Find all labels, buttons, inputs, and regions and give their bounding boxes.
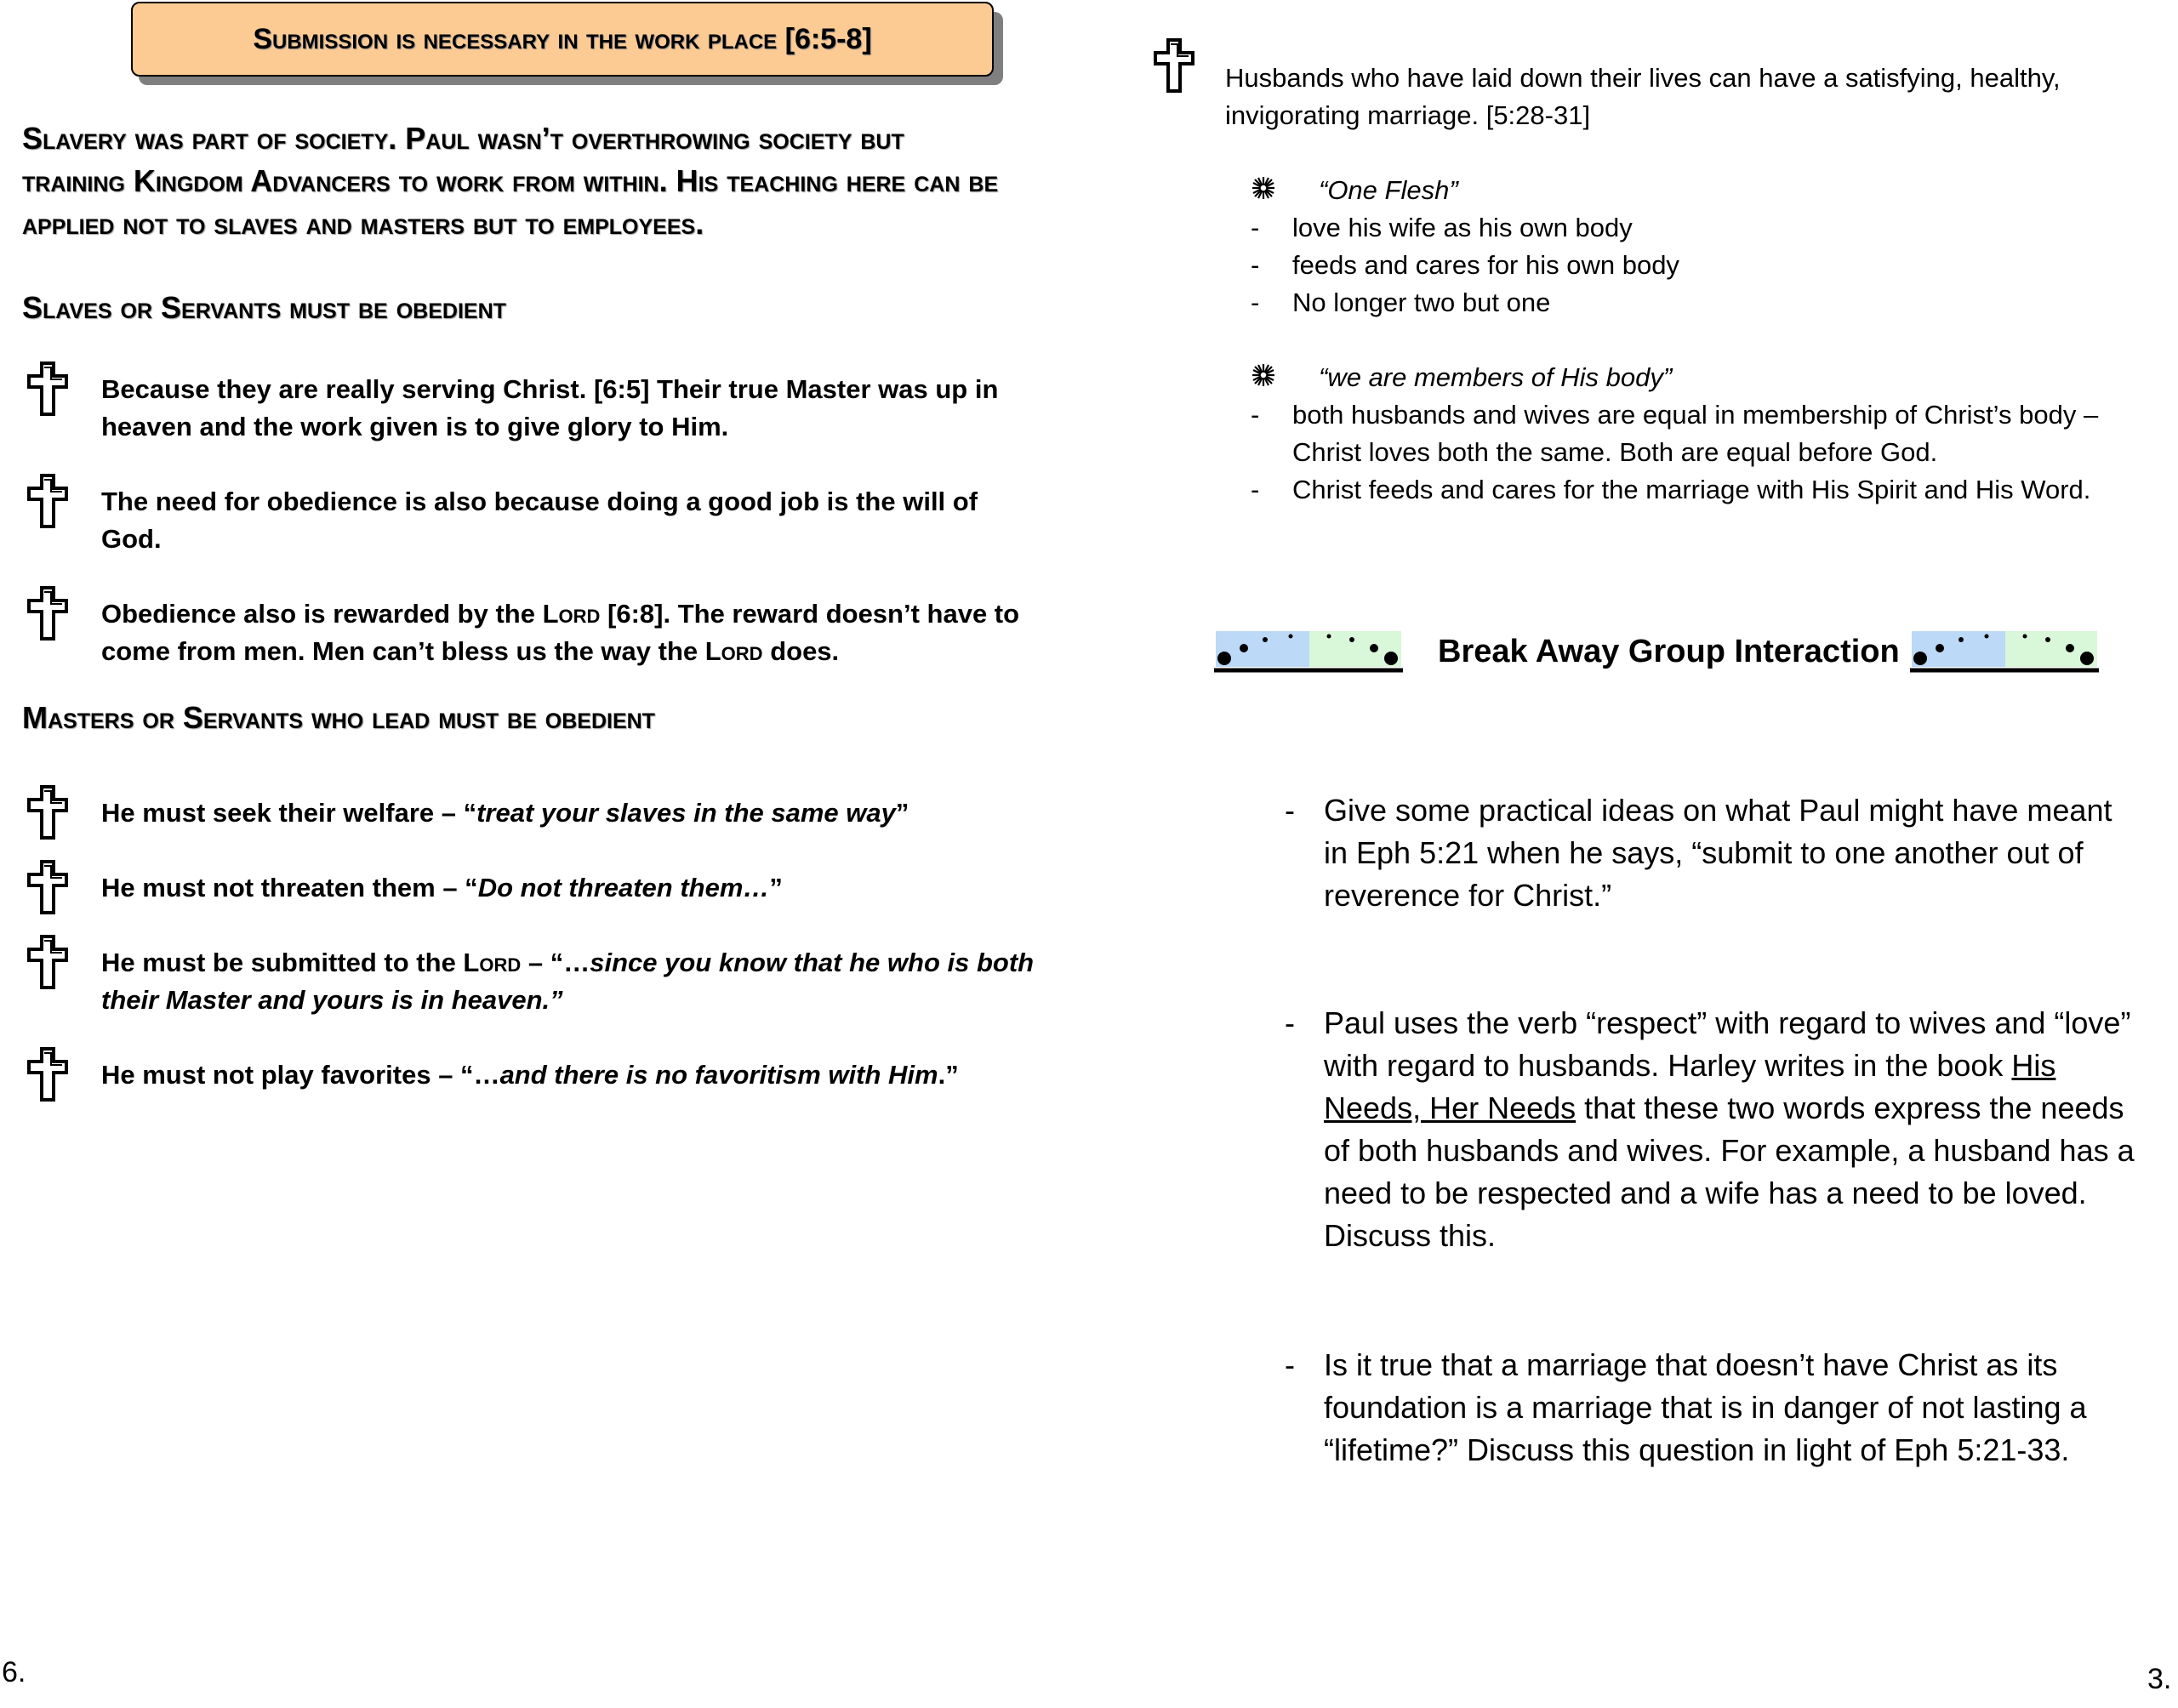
list-item <box>22 483 1043 558</box>
cross-icon <box>22 361 73 417</box>
marriage-paragraph: Husbands who have laid down their lives can have a satisfying, healthy, invigorating marriage. [5:28-31] <box>1225 63 2061 130</box>
list-item <box>22 944 1043 1019</box>
list-item <box>22 794 1043 832</box>
lord-smallcaps: Lord <box>542 599 601 629</box>
cross-icon <box>22 934 73 990</box>
page-number-left: 6. <box>2 1656 26 1688</box>
list-item: - feeds and cares for his own body <box>1251 250 1679 280</box>
discussion-question: - Give some practical ideas on what Paul might have meant in Eph 5:21 when he says, “submit to one another out of reverence for Christ.” <box>1285 793 2112 913</box>
intro-paragraph: Slavery was part of society. Paul wasn’t overthrowing society but training Kingdom Advancers to work from within. His teaching here can be applied not to slaves and masters but to employees. <box>22 121 999 241</box>
section-heading-slaves: Slaves or Servants must be obedient <box>22 290 506 325</box>
members-heading: “we are members of His body” <box>1251 359 1672 396</box>
list-item-text: He must seek their welfare – “treat your slaves in the same way” <box>101 798 909 828</box>
list-item-text: Obedience also is rewarded by the Lord [6:8]. The reward doesn’t have to come from men. Men can’t bless us the way the Lord does. <box>101 599 1020 666</box>
list-item-text: He must be submitted to the Lord – “…since you know that he who is both their Master and yours is in heaven.” <box>101 948 1035 1015</box>
lord-smallcaps: Lord <box>463 948 522 977</box>
list-item-text: The need for obedience is also because doing a good job is the will of God. <box>101 487 978 554</box>
list-item: - No longer two but one <box>1251 288 1551 317</box>
list-item <box>22 869 1043 907</box>
lord-smallcaps: Lord <box>704 636 763 666</box>
group-dots-icon <box>1214 624 1403 675</box>
list-item <box>22 595 1043 670</box>
section-heading-masters: Masters or Servants who lead must be obedient <box>22 700 655 735</box>
list-item: - love his wife as his own body <box>1251 213 1633 242</box>
cross-icon <box>22 585 73 641</box>
page-number-right: 3. <box>2147 1663 2172 1695</box>
list-item-text: He must not play favorites – “…and there is no favoritism with Him.” <box>101 1060 959 1090</box>
cross-icon <box>22 473 73 529</box>
asterisk-star-icon <box>1251 175 1276 201</box>
list-item <box>22 1056 1043 1094</box>
list-item: - Christ feeds and cares for the marriage with His Spirit and His Word. <box>1251 475 2091 504</box>
cross-icon <box>22 1046 73 1102</box>
list-item-text: Because they are really serving Christ. [6:5] Their true Master was up in heaven and the work given is to give glory to Him. <box>101 374 999 441</box>
one-flesh-heading: “One Flesh” <box>1251 172 1458 209</box>
asterisk-star-icon <box>1251 362 1276 388</box>
discussion-question: - Is it true that a marriage that doesn’t have Christ as its foundation is a marriage that is in danger of not lasting a “lifetime?” Discuss this question in light of Eph 5:21-33. <box>1285 1347 2087 1467</box>
discussion-question: - Paul uses the verb “respect” with regard to wives and “love” with regard to husbands. Harley writes in the book His Needs, Her Needs that these two words express the needs of both husbands and wives. For example, a husband has a need to be respected and a wife has a need to be loved. Discuss this. <box>1285 1005 2135 1253</box>
list-item: - both husbands and wives are equal in membership of Christ’s body – Christ loves both the same. Both are equal before God. <box>1251 400 2099 467</box>
list-item-text: He must not threaten them – “Do not threaten them…” <box>101 873 783 902</box>
group-dots-icon <box>1910 624 2099 675</box>
book-title: His Needs, Her Needs <box>1324 1048 2056 1125</box>
cross-icon <box>22 859 73 915</box>
cross-icon <box>1149 37 1200 94</box>
cross-icon <box>22 784 73 840</box>
group-interaction-title: Break Away Group Interaction <box>1438 634 1900 669</box>
list-item <box>22 371 1043 446</box>
page-title: Submission is necessary in the work place [6:5-8] <box>131 2 994 77</box>
